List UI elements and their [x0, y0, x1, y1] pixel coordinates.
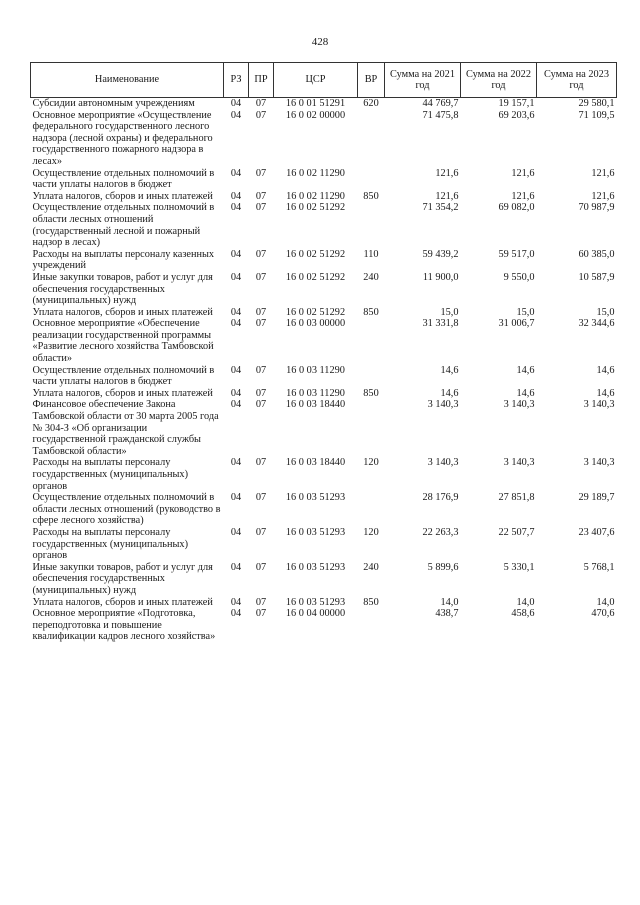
cell-sum-2021: 71 354,2 [422, 202, 459, 214]
table-row [31, 272, 617, 307]
cell-name: Уплата налогов, сборов и иных платежей [32, 306, 213, 318]
cell-name: Осуществление отдельных полномочий в области лесных отношений (государственный лесной и пожарный надзор в лесах) [32, 202, 215, 249]
table-row [31, 202, 617, 248]
cell-sum-2021: 121,6 [435, 190, 459, 202]
table-row [31, 168, 617, 191]
cell-name: Расходы на выплаты персоналу государственных (муниципальных) органов [32, 526, 189, 562]
cell-sum-2022: 69 082,0 [498, 202, 535, 214]
table-row [31, 365, 617, 388]
cell-csr: 16 0 02 51292 [285, 271, 346, 283]
cell-sum-2021: 3 140,3 [427, 399, 459, 411]
cell-pr: 07 [255, 190, 267, 202]
cell-sum-2022: 69 203,6 [498, 109, 535, 121]
header-vr: ВР [358, 63, 385, 98]
cell-csr: 16 0 03 18440 [285, 457, 346, 469]
table-row [31, 608, 617, 643]
header-rz: РЗ [224, 63, 249, 98]
cell-name: Уплата налогов, сборов и иных платежей [32, 190, 213, 202]
cell-pr: 07 [255, 248, 267, 260]
cell-pr: 07 [255, 526, 267, 538]
cell-sum-2022: 15,0 [516, 306, 535, 318]
header-sum-2022: Сумма на 2022 год [461, 63, 537, 98]
cell-sum-2023: 3 140,3 [583, 457, 615, 469]
header-name: Наименование [31, 63, 224, 98]
table-row [31, 191, 617, 203]
cell-rz: 04 [230, 306, 242, 318]
header-pr: ПР [249, 63, 274, 98]
cell-sum-2021: 14,0 [440, 596, 459, 608]
cell-rz: 04 [230, 526, 242, 538]
cell-sum-2023: 14,6 [596, 387, 615, 399]
cell-name: Основное мероприятие «Обеспечение реализации государственной программы «Развитие лесного хозяйства Тамбовской области» [32, 318, 214, 365]
cell-csr: 16 0 03 00000 [285, 318, 346, 330]
cell-rz: 04 [230, 492, 242, 504]
cell-vr [358, 168, 385, 191]
cell-sum-2022: 3 140,3 [503, 399, 535, 411]
cell-sum-2021: 31 331,8 [422, 318, 459, 330]
cell-csr: 16 0 02 51292 [285, 248, 346, 260]
cell-vr: 120 [363, 457, 379, 469]
cell-sum-2022: 5 330,1 [503, 561, 535, 573]
cell-sum-2021: 3 140,3 [427, 457, 459, 469]
cell-pr: 07 [255, 306, 267, 318]
cell-vr: 850 [363, 306, 379, 318]
cell-sum-2022: 121,6 [511, 167, 535, 179]
cell-vr [358, 202, 385, 248]
cell-rz: 04 [230, 109, 242, 121]
cell-vr [358, 318, 385, 364]
cell-vr [358, 492, 385, 527]
cell-sum-2023: 23 407,6 [578, 526, 615, 538]
cell-pr: 07 [255, 364, 267, 376]
cell-vr: 110 [363, 248, 379, 260]
cell-rz: 04 [230, 98, 242, 109]
cell-rz: 04 [230, 608, 242, 620]
table-row [31, 457, 617, 492]
cell-name: Иные закупки товаров, работ и услуг для обеспечения государственных (муниципальных) нужд [32, 561, 213, 596]
table-row [31, 527, 617, 562]
table-body [31, 98, 617, 643]
cell-name: Иные закупки товаров, работ и услуг для обеспечения государственных (муниципальных) нужд [32, 271, 213, 307]
table-row [31, 249, 617, 272]
cell-csr: 16 0 02 11290 [286, 190, 345, 202]
cell-pr: 07 [255, 561, 267, 573]
cell-rz: 04 [230, 399, 242, 411]
cell-csr: 16 0 03 51293 [285, 596, 346, 608]
cell-sum-2022: 22 507,7 [498, 526, 535, 538]
table-row [31, 318, 617, 364]
table-row [31, 388, 617, 400]
cell-sum-2021: 15,0 [440, 306, 459, 318]
cell-sum-2022: 27 851,8 [498, 492, 535, 504]
cell-sum-2023: 14,6 [596, 364, 615, 376]
cell-pr: 07 [255, 457, 267, 469]
cell-sum-2023: 121,6 [591, 167, 615, 179]
cell-vr: 240 [363, 271, 379, 283]
table-header-row [31, 63, 617, 98]
cell-name: Осуществление отдельных полномочий в части уплаты налогов в бюджет [32, 167, 215, 191]
table-row [31, 399, 617, 457]
cell-pr: 07 [255, 399, 267, 411]
cell-vr: 850 [363, 190, 379, 202]
cell-name: Расходы на выплаты персоналу казенных учреждений [32, 248, 215, 272]
cell-sum-2022: 121,6 [511, 190, 535, 202]
table-row [31, 562, 617, 597]
cell-sum-2022: 14,6 [516, 387, 535, 399]
cell-sum-2021: 71 475,8 [422, 109, 459, 121]
cell-sum-2021: 438,7 [435, 608, 459, 620]
table-row [31, 492, 617, 527]
cell-csr: 16 0 03 11290 [286, 387, 345, 399]
cell-sum-2023: 15,0 [596, 306, 615, 318]
cell-pr: 07 [255, 596, 267, 608]
cell-sum-2022: 31 006,7 [498, 318, 535, 330]
cell-sum-2023: 5 768,1 [583, 561, 615, 573]
cell-sum-2023: 29 189,7 [578, 492, 615, 504]
cell-sum-2023: 70 987,9 [578, 202, 615, 214]
cell-rz: 04 [230, 167, 242, 179]
cell-sum-2023: 29 580,1 [578, 98, 615, 109]
cell-rz: 04 [230, 561, 242, 573]
cell-pr: 07 [255, 318, 267, 330]
cell-pr: 07 [255, 387, 267, 399]
cell-name: Субсидии автономным учреждениям [32, 98, 195, 109]
cell-csr: 16 0 04 00000 [285, 608, 346, 620]
cell-sum-2021: 14,6 [440, 387, 459, 399]
cell-rz: 04 [230, 190, 242, 202]
table-row [31, 98, 617, 110]
cell-csr: 16 0 03 18440 [285, 399, 346, 411]
cell-pr: 07 [255, 271, 267, 283]
cell-sum-2021: 5 899,6 [427, 561, 459, 573]
cell-sum-2021: 44 769,7 [422, 98, 459, 109]
cell-vr: 850 [363, 596, 379, 608]
cell-csr: 16 0 03 51293 [285, 492, 346, 504]
cell-vr [358, 365, 385, 388]
cell-sum-2021: 11 900,0 [422, 271, 459, 283]
table-row [31, 110, 617, 168]
header-sum-2021: Сумма на 2021 год [385, 63, 461, 98]
cell-sum-2023: 14,0 [596, 596, 615, 608]
table-row [31, 307, 617, 319]
cell-name: Уплата налогов, сборов и иных платежей [32, 387, 213, 399]
cell-sum-2023: 470,6 [591, 608, 615, 620]
cell-csr: 16 0 03 11290 [286, 364, 345, 376]
cell-vr: 120 [363, 526, 379, 538]
cell-sum-2023: 3 140,3 [583, 399, 615, 411]
cell-csr: 16 0 02 00000 [285, 109, 346, 121]
cell-name: Осуществление отдельных полномочий в области лесных отношений (руководство в сфере лесного хозяйства) [32, 492, 221, 527]
cell-vr [358, 399, 385, 457]
cell-rz: 04 [230, 457, 242, 469]
cell-csr: 16 0 02 11290 [286, 167, 345, 179]
cell-sum-2022: 9 550,0 [503, 271, 535, 283]
cell-pr: 07 [255, 202, 267, 214]
cell-vr [358, 110, 385, 168]
cell-sum-2022: 458,6 [511, 608, 535, 620]
cell-pr: 07 [255, 492, 267, 504]
cell-sum-2022: 3 140,3 [503, 457, 535, 469]
cell-sum-2023: 121,6 [591, 190, 615, 202]
cell-sum-2022: 14,6 [516, 364, 535, 376]
cell-pr: 07 [255, 109, 267, 121]
cell-sum-2023: 32 344,6 [578, 318, 615, 330]
cell-rz: 04 [230, 248, 242, 260]
cell-rz: 04 [230, 387, 242, 399]
cell-vr: 620 [363, 98, 379, 109]
header-sum-2023: Сумма на 2023 год [537, 63, 617, 98]
cell-csr: 16 0 03 51293 [285, 526, 346, 538]
cell-name: Расходы на выплаты персоналу государственных (муниципальных) органов [32, 457, 189, 492]
cell-csr: 16 0 02 51292 [285, 306, 346, 318]
cell-pr: 07 [255, 167, 267, 179]
cell-sum-2022: 59 517,0 [498, 248, 535, 260]
cell-sum-2022: 19 157,1 [498, 98, 535, 109]
cell-sum-2023: 10 587,9 [578, 271, 615, 283]
page-number: 428 [311, 36, 329, 48]
budget-table [30, 62, 617, 643]
cell-vr [358, 608, 385, 643]
cell-sum-2021: 14,6 [440, 364, 459, 376]
cell-pr: 07 [255, 98, 267, 109]
cell-name: Основное мероприятие «Подготовка, переподготовка и повышение квалификации кадров лесного хозяйства» [32, 608, 216, 643]
cell-rz: 04 [230, 318, 242, 330]
cell-sum-2021: 121,6 [435, 167, 459, 179]
cell-name: Основное мероприятие «Осуществление федерального государственного лесного надзора (лесной охраны) и федерального государственного пожарного надзора в лесах» [32, 109, 213, 167]
cell-vr: 850 [363, 387, 379, 399]
cell-name: Осуществление отдельных полномочий в части уплаты налогов в бюджет [32, 364, 215, 388]
cell-sum-2021: 28 176,9 [422, 492, 459, 504]
cell-sum-2023: 60 385,0 [578, 248, 615, 260]
cell-sum-2022: 14,0 [516, 596, 535, 608]
cell-sum-2021: 22 263,3 [422, 526, 459, 538]
cell-csr: 16 0 02 51292 [285, 202, 346, 214]
table-row [31, 597, 617, 609]
cell-sum-2023: 71 109,5 [578, 109, 615, 121]
cell-rz: 04 [230, 364, 242, 376]
cell-csr: 16 0 01 51291 [285, 98, 346, 109]
cell-vr: 240 [363, 561, 379, 573]
cell-name: Уплата налогов, сборов и иных платежей [32, 596, 213, 608]
header-csr: ЦСР [274, 63, 358, 98]
cell-rz: 04 [230, 271, 242, 283]
cell-rz: 04 [230, 202, 242, 214]
cell-csr: 16 0 03 51293 [285, 561, 346, 573]
cell-pr: 07 [255, 608, 267, 620]
cell-rz: 04 [230, 596, 242, 608]
cell-sum-2021: 59 439,2 [422, 248, 459, 260]
cell-name: Финансовое обеспечение Закона Тамбовской области от 30 марта 2005 года № 304-З «Об организации государственной гражданской службы Тамбовской области» [32, 399, 219, 457]
